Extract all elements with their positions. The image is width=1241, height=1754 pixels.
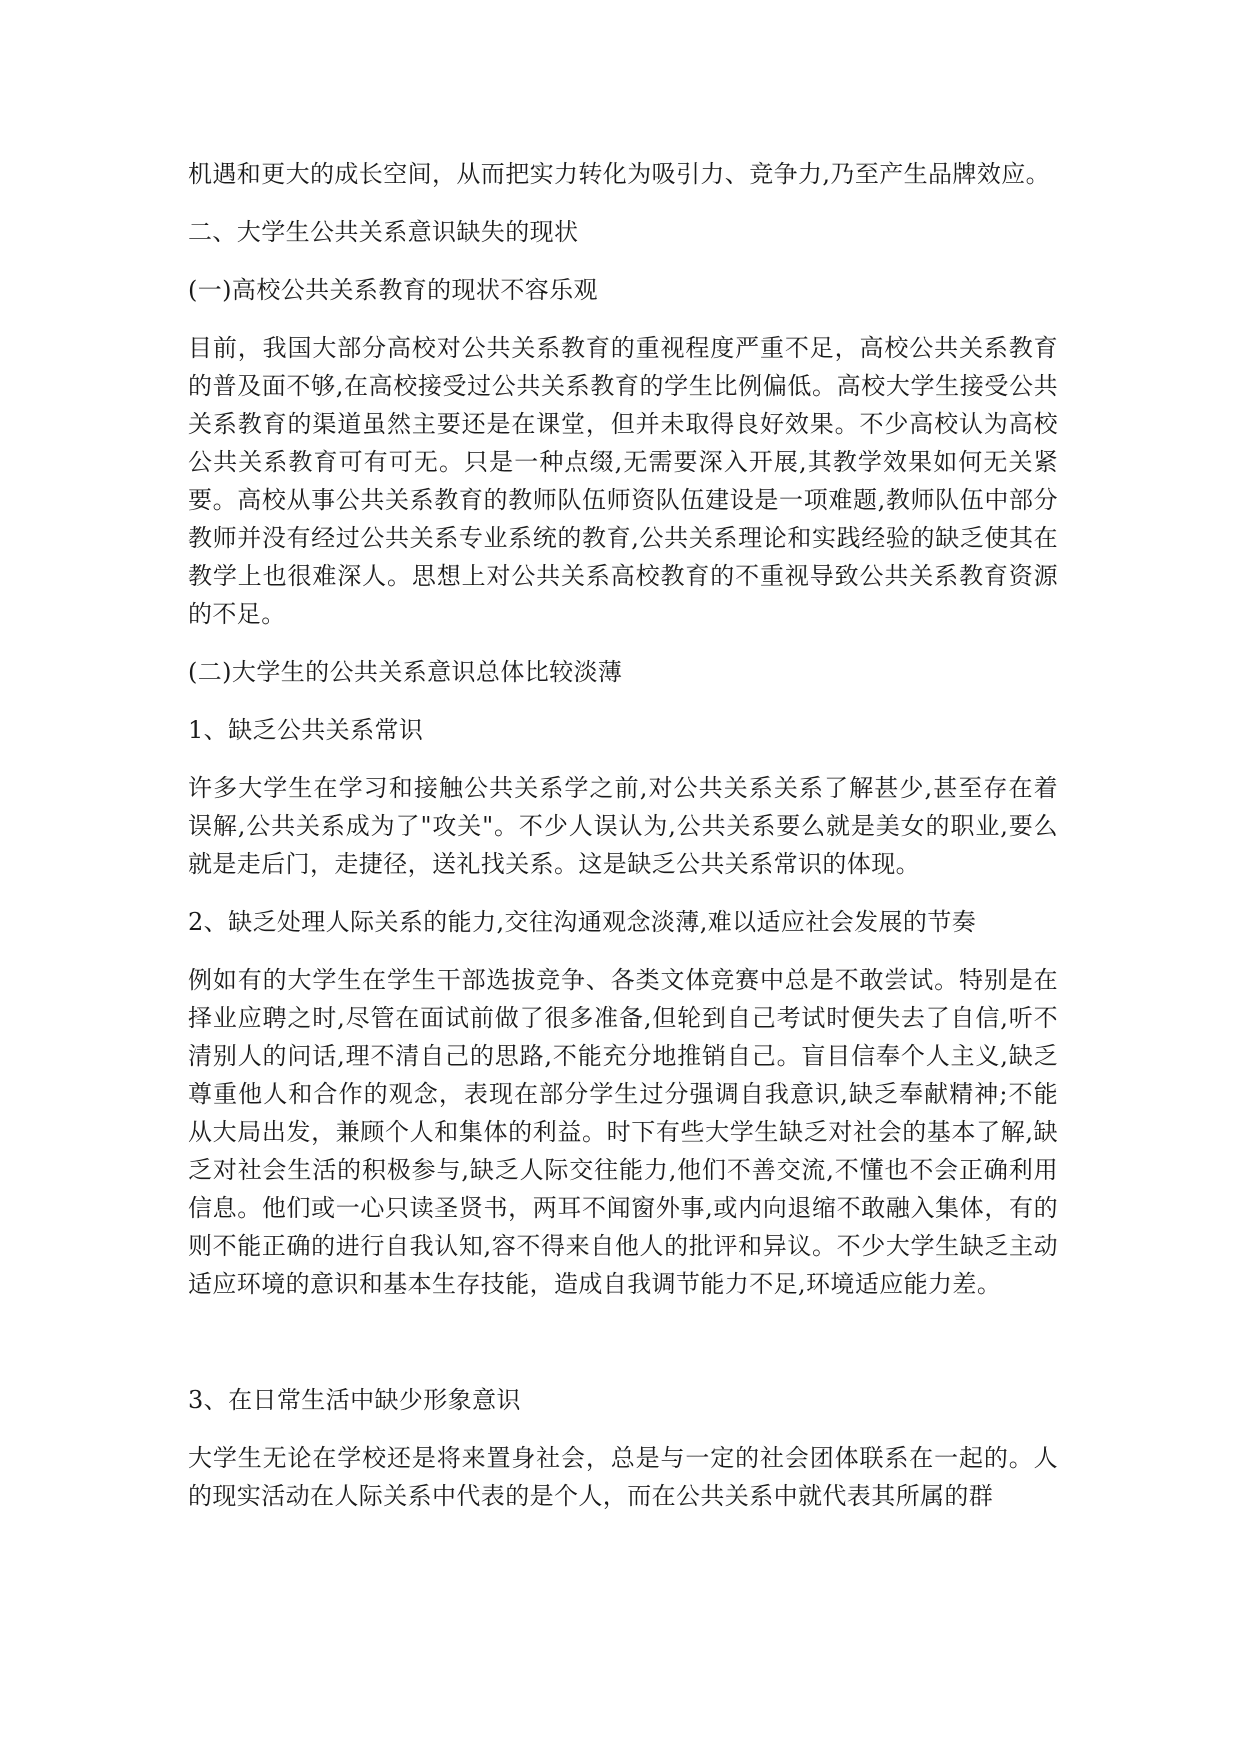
item-heading-3: 3、在日常生活中缺少形象意识	[188, 1386, 521, 1414]
paragraph-education-status: 目前，我国大部分高校对公共关系教育的重视程度严重不足，高校公共关系教育的普及面不够,在高校接受过公共关系教育的学生比例偏低。高校大学生接受公共关系教育的渠道虽然主要还是在课堂，但并未取得良好效果。不少高校认为高校公共关系教育可有可无。只是一种点缀,无需要深入开展,其教学效果如何无关紧要。高校从事公共关系教育的教师队伍师资队伍建设是一项难题,教师队伍中部分教师并没有经过公共关系专业系统的教育,公共关系理论和实践经验的缺乏使其在教学上也很难深人。思想上对公共关系高校教育的不重视导致公共关系教育资源的不足。	[188, 334, 1058, 628]
paragraph-intro-tail: 机遇和更大的成长空间，从而把实力转化为吸引力、竞争力,乃至产生品牌效应。	[188, 160, 1051, 188]
item-heading-2: 2、缺乏处理人际关系的能力,交往沟通观念淡薄,难以适应社会发展的节奏	[188, 908, 977, 936]
subsection-heading-2-2: (二)大学生的公共关系意识总体比较淡薄	[188, 658, 623, 686]
document-page	[188, 155, 1058, 1515]
subsection-heading-2-1: (一)高校公共关系教育的现状不容乐观	[188, 276, 598, 304]
paragraph-interpersonal-skills: 例如有的大学生在学生干部选拔竞争、各类文体竞赛中总是不敢尝试。特别是在择业应聘之时,尽管在面试前做了很多准备,但轮到自己考试时便失去了自信,听不清别人的问话,理不清自己的思路,不能充分地推销自己。盲目信奉个人主义,缺乏尊重他人和合作的观念，表现在部分学生过分强调自我意识,缺乏奉献精神;不能从大局出发，兼顾个人和集体的利益。时下有些大学生缺乏对社会的基本了解,缺乏对社会生活的积极参与,缺乏人际交往能力,他们不善交流,不懂也不会正确利用信息。他们或一心只读圣贤书，两耳不闻窗外事,或内向退缩不敢融入集体，有的则不能正确的进行自我认知,容不得来自他人的批评和异议。不少大学生缺乏主动适应环境的意识和基本生存技能，造成自我调节能力不足,环境适应能力差。	[188, 966, 1058, 1298]
section-heading-2: 二、大学生公共关系意识缺失的现状	[188, 218, 579, 246]
paragraph-image-awareness: 大学生无论在学校还是将来置身社会，总是与一定的社会团体联系在一起的。人的现实活动在人际关系中代表的是个人，而在公共关系中就代表其所属的群	[188, 1444, 1058, 1510]
paragraph-lack-common-sense: 许多大学生在学习和接触公共关系学之前,对公共关系关系了解甚少,甚至存在着误解,公共关系成为了"攻关"。不少人误认为,公共关系要么就是美女的职业,要么就是走后门，走捷径，送礼找关系。这是缺乏公共关系常识的体现。	[188, 774, 1058, 878]
item-heading-1: 1、缺乏公共关系常识	[188, 716, 424, 744]
